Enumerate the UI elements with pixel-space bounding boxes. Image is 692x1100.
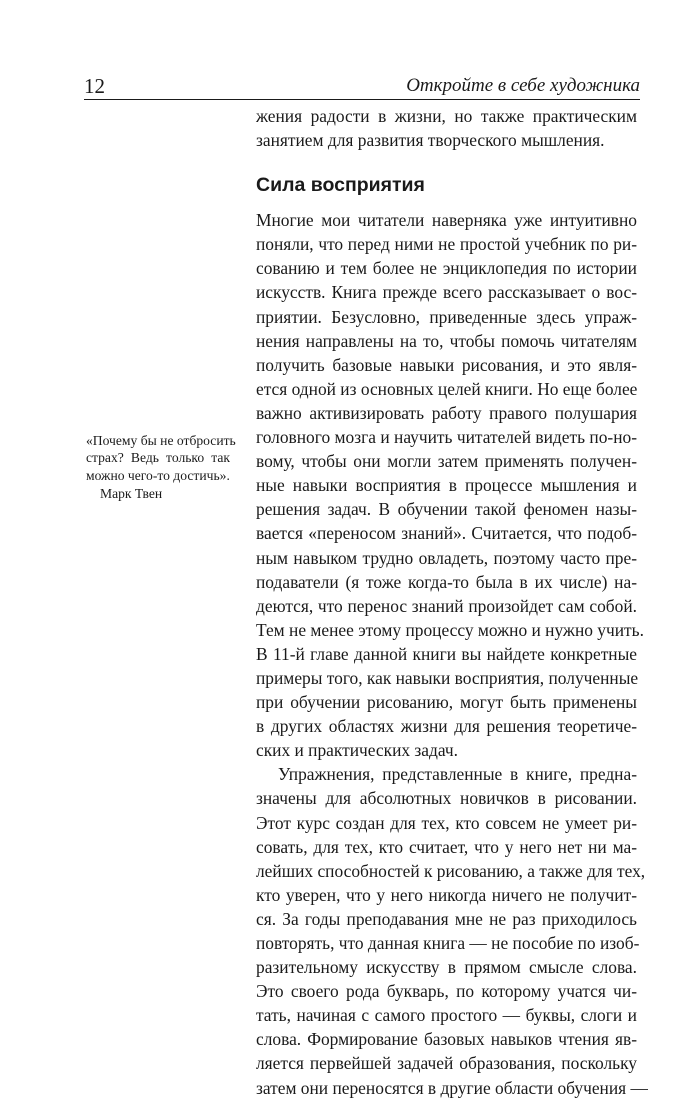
text-line: повторять, что данная книга — не пособие по изоб- — [256, 933, 640, 953]
text-line: ные навыки восприятия в процессе мышления и — [256, 475, 637, 496]
text-line: В 11-й главе данной книги вы найдете конкретные — [256, 643, 637, 664]
text-line: Этот курс создан для тех, кто совсем не умеет ри- — [256, 812, 637, 833]
main-text-column — [256, 104, 648, 1100]
text-line: слова. Формирование базовых навыков чтения яв- — [256, 1029, 637, 1050]
quote-line: «Почему бы не отбросить — [86, 433, 236, 448]
text-line: жения радости в жизни, но также практическим — [256, 106, 637, 126]
text-line: лейших способностей к рисованию, а также для тех, — [256, 860, 646, 881]
text-line: Тем не менее этому процессу можно и нужно учить. — [256, 619, 644, 640]
section-heading: Сила восприятия — [256, 174, 425, 197]
text-line: тать, начиная с самого простого — буквы, слоги и — [256, 1005, 637, 1026]
intro-paragraph — [256, 104, 637, 152]
text-line: приятии. Безусловно, приведенные здесь упраж- — [256, 306, 637, 327]
header-rule — [84, 99, 640, 100]
text-line: сованию и тем более не энциклопедия по истории — [256, 258, 637, 279]
text-line: вому, чтобы они могли затем применять получен- — [256, 451, 637, 472]
text-line: нения направлены на то, чтобы помочь читателям — [256, 330, 637, 351]
text-line: ляется первейшей задачей образования, поскольку — [256, 1053, 637, 1074]
text-line: Упражнения, представленные в книге, предна- — [278, 764, 637, 785]
text-line: искусств. Книга прежде всего рассказывает о вос- — [256, 282, 637, 303]
quote-text — [86, 432, 236, 484]
quote-line: можно чего-то достичь». — [86, 467, 230, 483]
text-line: ских и практических задач. — [256, 740, 458, 761]
margin-quote — [86, 432, 236, 503]
text-line: ется одной из основных целей книги. Но еще более — [256, 378, 638, 399]
text-line: кто уверен, что у него никогда ничего не получит- — [256, 884, 637, 905]
text-line: разительному искусству в прямом смысле слова. — [256, 957, 637, 978]
text-line: затем они переносятся в другие области обучения — — [256, 1077, 648, 1098]
text-line: головного мозга и научить читателей видеть по-но- — [256, 427, 637, 448]
text-line: совать, для тех, кто считает, что у него нет ни ма- — [256, 836, 637, 857]
text-line: занятием для развития творческого мышления. — [256, 130, 605, 151]
text-line: решения задач. В обучении такой феномен назы- — [256, 499, 637, 520]
text-line: Это своего рода букварь, по которому учатся чи- — [256, 981, 637, 1002]
quote-line: страх? Ведь только так — [86, 450, 230, 466]
text-line: поняли, что перед ними не простой учебник по ри- — [256, 234, 637, 255]
body-paragraph-1 — [256, 208, 644, 762]
text-line: Многие мои читатели наверняка уже интуитивно — [256, 210, 637, 231]
text-line: в других областях жизни для решения теоретиче- — [256, 716, 637, 737]
page-number: 12 — [84, 74, 105, 98]
text-line: деются, что перенос знаний произойдет сам собой. — [256, 595, 637, 616]
text-line: примеры того, как навыки восприятия, полученные — [256, 667, 639, 688]
text-line: вается «переносом знаний». Считается, что подоб- — [256, 523, 637, 544]
text-line: значены для абсолютных новичков в рисовании. — [256, 788, 637, 809]
text-line: ся. За годы преподавания мне не раз приходилось — [256, 908, 637, 929]
running-header — [84, 74, 640, 100]
text-line: подаватели (я тоже когда-то была в их числе) на- — [256, 571, 637, 592]
running-title: Откройте в себе художника — [406, 75, 640, 96]
body-paragraph-2 — [256, 762, 648, 1099]
text-line: важно активизировать работу правого полушария — [256, 402, 637, 423]
text-line: получить базовые навыки рисования, и это явля- — [256, 354, 637, 375]
text-line: при обучении рисованию, могут быть применены — [256, 692, 637, 713]
text-line: ным навыком трудно овладеть, поэтому часто пре- — [256, 547, 637, 568]
quote-author: Марк Твен — [100, 486, 163, 502]
